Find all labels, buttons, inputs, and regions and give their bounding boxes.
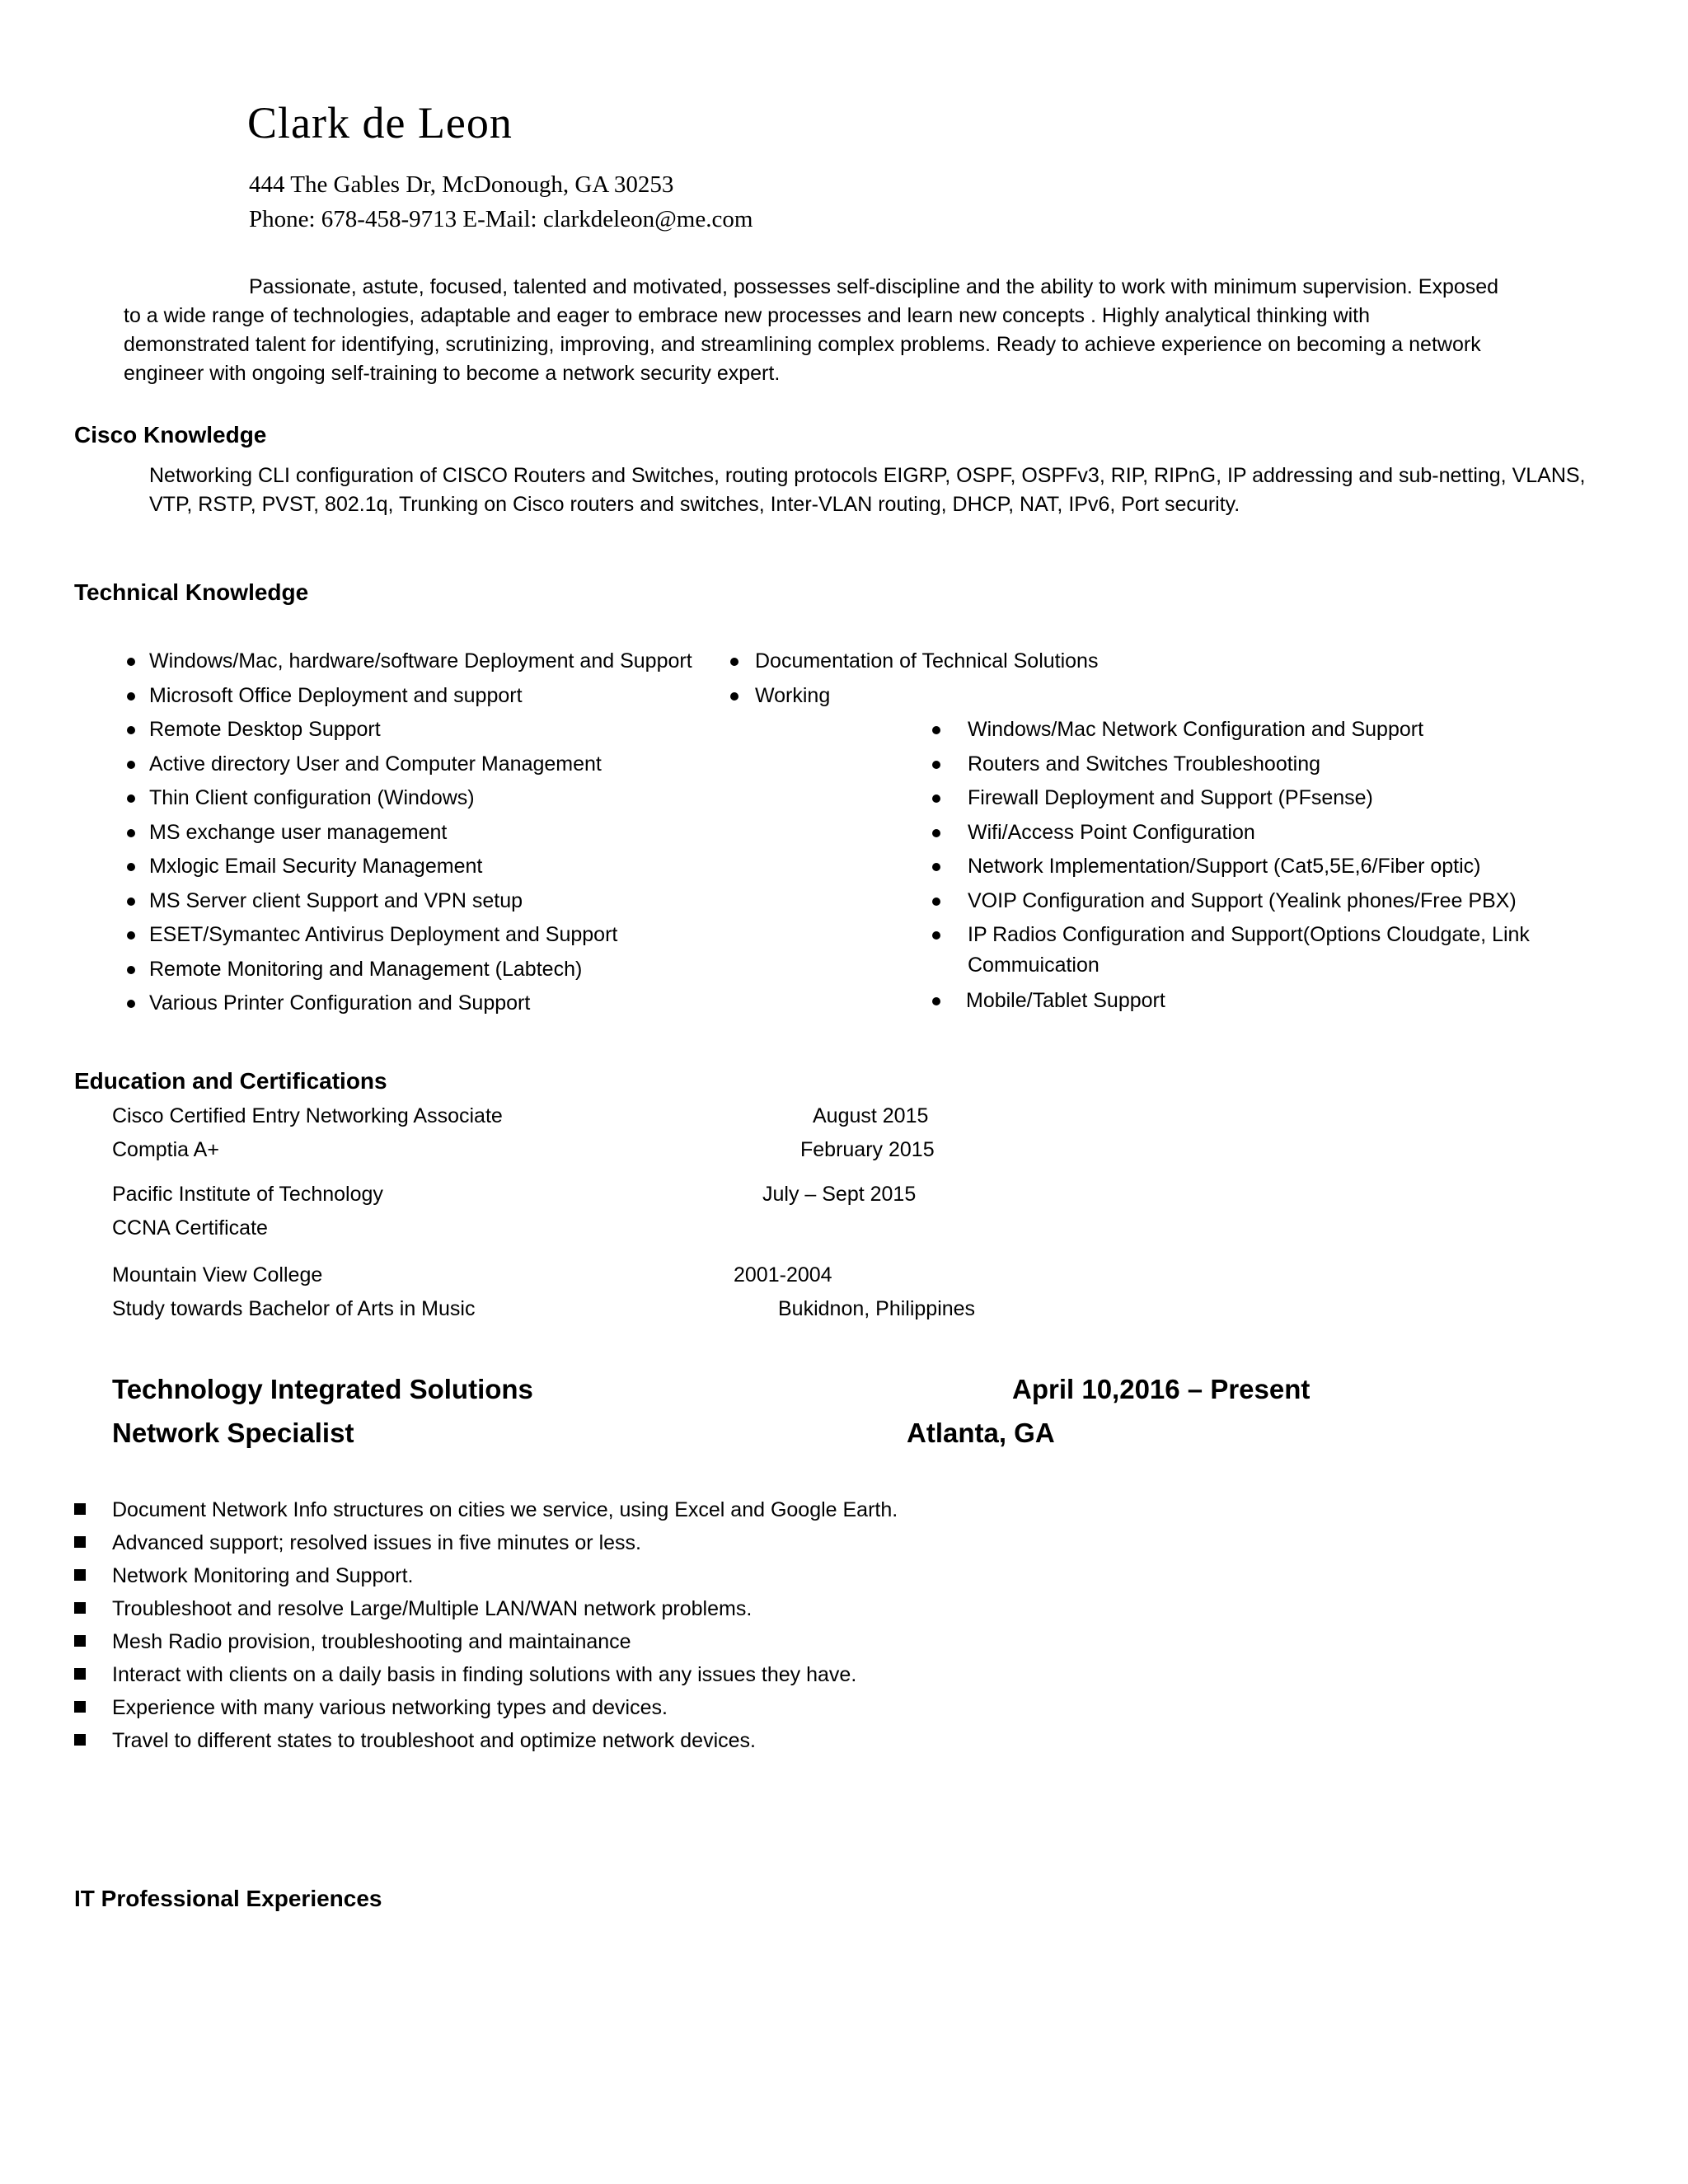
bullet-icon [932, 726, 940, 734]
education-date: August 2015 [813, 1104, 929, 1127]
bullet-icon [932, 997, 940, 1005]
summary-line: demonstrated talent for identifying, scrutinizing, improving, and streamlining complex problems. Ready to achieve experience on becoming a network [124, 333, 1481, 356]
job-location: Atlanta, GA [907, 1418, 1055, 1448]
education-entry: CCNA Certificate [112, 1216, 268, 1240]
job-dates: April 10,2016 – Present [1012, 1374, 1311, 1404]
bullet-icon [127, 898, 135, 906]
bullet-icon [127, 829, 135, 837]
education-entry: Pacific Institute of Technology [112, 1183, 383, 1206]
bullet-icon [730, 658, 738, 666]
education-date: February 2015 [800, 1138, 935, 1161]
bullet-icon [127, 1000, 135, 1008]
bullet-icon [932, 931, 940, 940]
summary-line: to a wide range of technologies, adaptable and eager to embrace new processes and learn new concepts . Highly analytical thinking with [124, 304, 1371, 327]
bullet-icon [127, 931, 135, 940]
bullet-icon [127, 658, 135, 666]
section-heading-cisco: Cisco Knowledge [74, 422, 267, 448]
education-entry: Study towards Bachelor of Arts in Music [112, 1297, 476, 1320]
bullet-icon [127, 761, 135, 769]
education-location: Bukidnon, Philippines [778, 1297, 976, 1320]
square-bullet-icon [74, 1668, 86, 1680]
bullet-icon [127, 794, 135, 803]
contact-line: Phone: 678-458-9713 E-Mail: clarkdeleon@me.com [249, 206, 753, 232]
section-heading-experience: IT Professional Experiences [74, 1886, 382, 1911]
address: 444 The Gables Dr, McDonough, GA 30253 [249, 171, 674, 198]
section-heading-education: Education and Certifications [74, 1068, 387, 1094]
section-heading-technical: Technical Knowledge [74, 579, 309, 605]
bullet-icon [932, 863, 940, 871]
square-bullet-icon [74, 1701, 86, 1713]
cisco-line: Networking CLI configuration of CISCO Routers and Switches, routing protocols EIGRP, OSPF, OSPFv3, RIP, RIPnG, IP addressing and sub-netting, VLANS, [149, 464, 1586, 487]
summary-line: engineer with ongoing self-training to become a network security expert. [124, 362, 781, 385]
bullet-icon [932, 829, 940, 837]
education-date: July – Sept 2015 [762, 1183, 917, 1206]
square-bullet-icon [74, 1602, 86, 1614]
education-entry: Comptia A+ [112, 1138, 219, 1161]
candidate-name: Clark de Leon [247, 98, 513, 148]
education-entry: Mountain View College [112, 1263, 323, 1286]
square-bullet-icon [74, 1734, 86, 1746]
job-company: Technology Integrated Solutions [112, 1374, 533, 1404]
bullet-icon [127, 726, 135, 734]
bullet-icon [127, 966, 135, 974]
summary-line: Passionate, astute, focused, talented and motivated, possesses self-discipline and the ability to work with minimum supervision. Exposed [249, 275, 1499, 298]
job-title: Network Specialist [112, 1418, 354, 1448]
cisco-line: VTP, RSTP, PVST, 802.1q, Trunking on Cisco routers and switches, Inter-VLAN routing, DHCP, NAT, IPv6, Port security. [149, 493, 1240, 516]
bullet-icon [932, 794, 940, 803]
education-entry: Cisco Certified Entry Networking Associate [112, 1104, 503, 1127]
bullet-icon [127, 692, 135, 701]
square-bullet-icon [74, 1503, 86, 1515]
bullet-icon [932, 898, 940, 906]
bullet-icon [730, 692, 738, 701]
bullet-icon [127, 863, 135, 871]
education-date: 2001-2004 [734, 1263, 832, 1286]
square-bullet-icon [74, 1569, 86, 1581]
square-bullet-icon [74, 1635, 86, 1647]
square-bullet-icon [74, 1536, 86, 1548]
bullet-icon [932, 761, 940, 769]
